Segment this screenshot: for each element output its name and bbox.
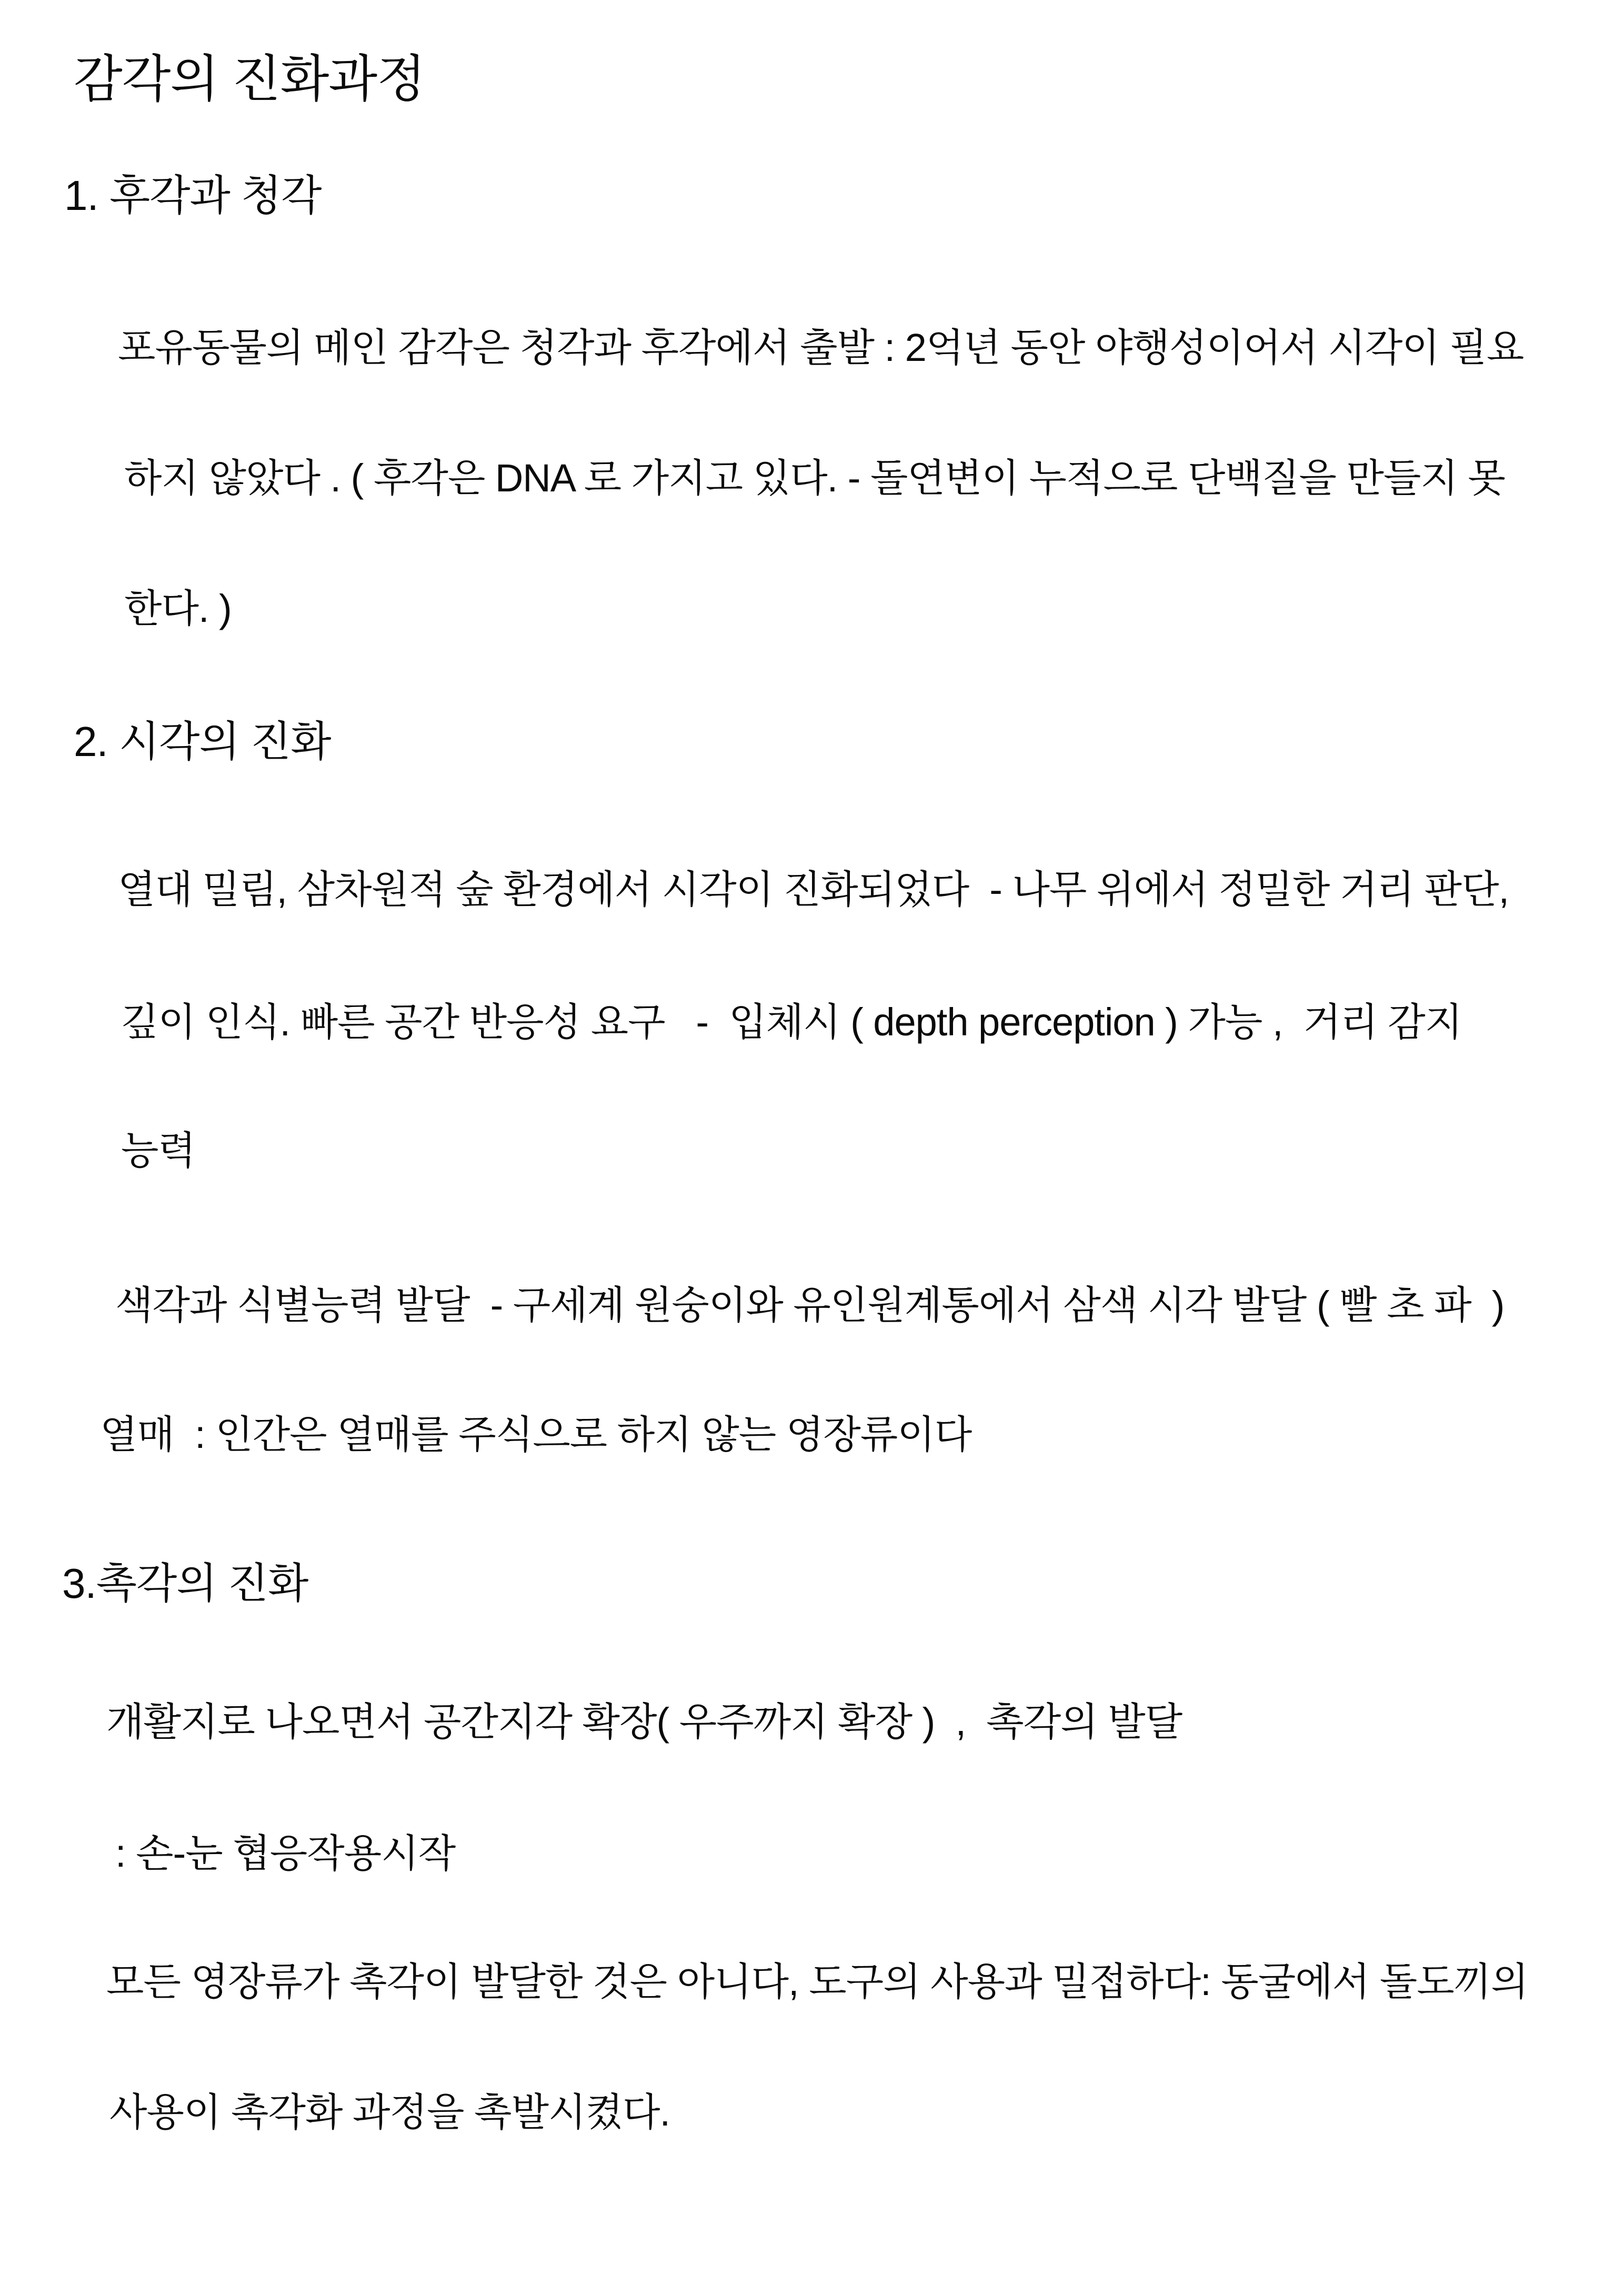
section-1-line-2: 하지 않았다 . ( 후각은 DNA 로 가지고 있다. - 돌연변이 누적으로 단백질을 만들지 못 (124, 456, 1505, 500)
section-1-heading: 1. 후각과 청각 (64, 172, 322, 219)
section-2-line-3: 능력 (121, 1129, 195, 1172)
section-3-line-4: 사용이 촉각화 과정을 촉발시켰다. (109, 2090, 670, 2134)
section-2-line-5: 열매 : 인간은 열매를 주식으로 하지 않는 영장류이다 (100, 1413, 972, 1456)
section-3-line-2: : 손-눈 협응작용시작 (115, 1831, 456, 1875)
section-3-heading: 3.촉각의 진화 (62, 1560, 308, 1607)
page-title: 감각의 진화과정 (74, 51, 425, 107)
section-1-line-3: 한다. ) (124, 587, 232, 630)
section-2-line-4: 색각과 식별능력 발달 - 구세계 원숭이와 유인원계통에서 삼색 시각 발달 ( 빨 초 파 ) (115, 1283, 1505, 1327)
section-3-line-3: 모든 영장류가 촉각이 발달한 것은 아니다, 도구의 사용과 밀접하다: 동굴에서 돌도끼의 (106, 1960, 1528, 2003)
section-2-line-2: 깊이 인식. 빠른 공간 반응성 요구 - 입체시 ( depth perception ) 가능 , 거리 감지 (121, 1000, 1462, 1044)
section-2-line-1: 열대 밀림, 삼차원적 숲 환경에서 시각이 진화되었다 - 나무 위에서 정밀한 거리 판단, (118, 868, 1509, 911)
section-2-heading: 2. 시각의 진화 (74, 718, 331, 765)
section-3-line-1: 개활지로 나오면서 공간지각 확장( 우주까지 확장 ) , 촉각의 발달 (106, 1700, 1182, 1744)
section-1-line-1: 포유동물의 메인 감각은 청각과 후각에서 출발 : 2억년 동안 야행성이어서 시각이 필요 (118, 326, 1524, 369)
